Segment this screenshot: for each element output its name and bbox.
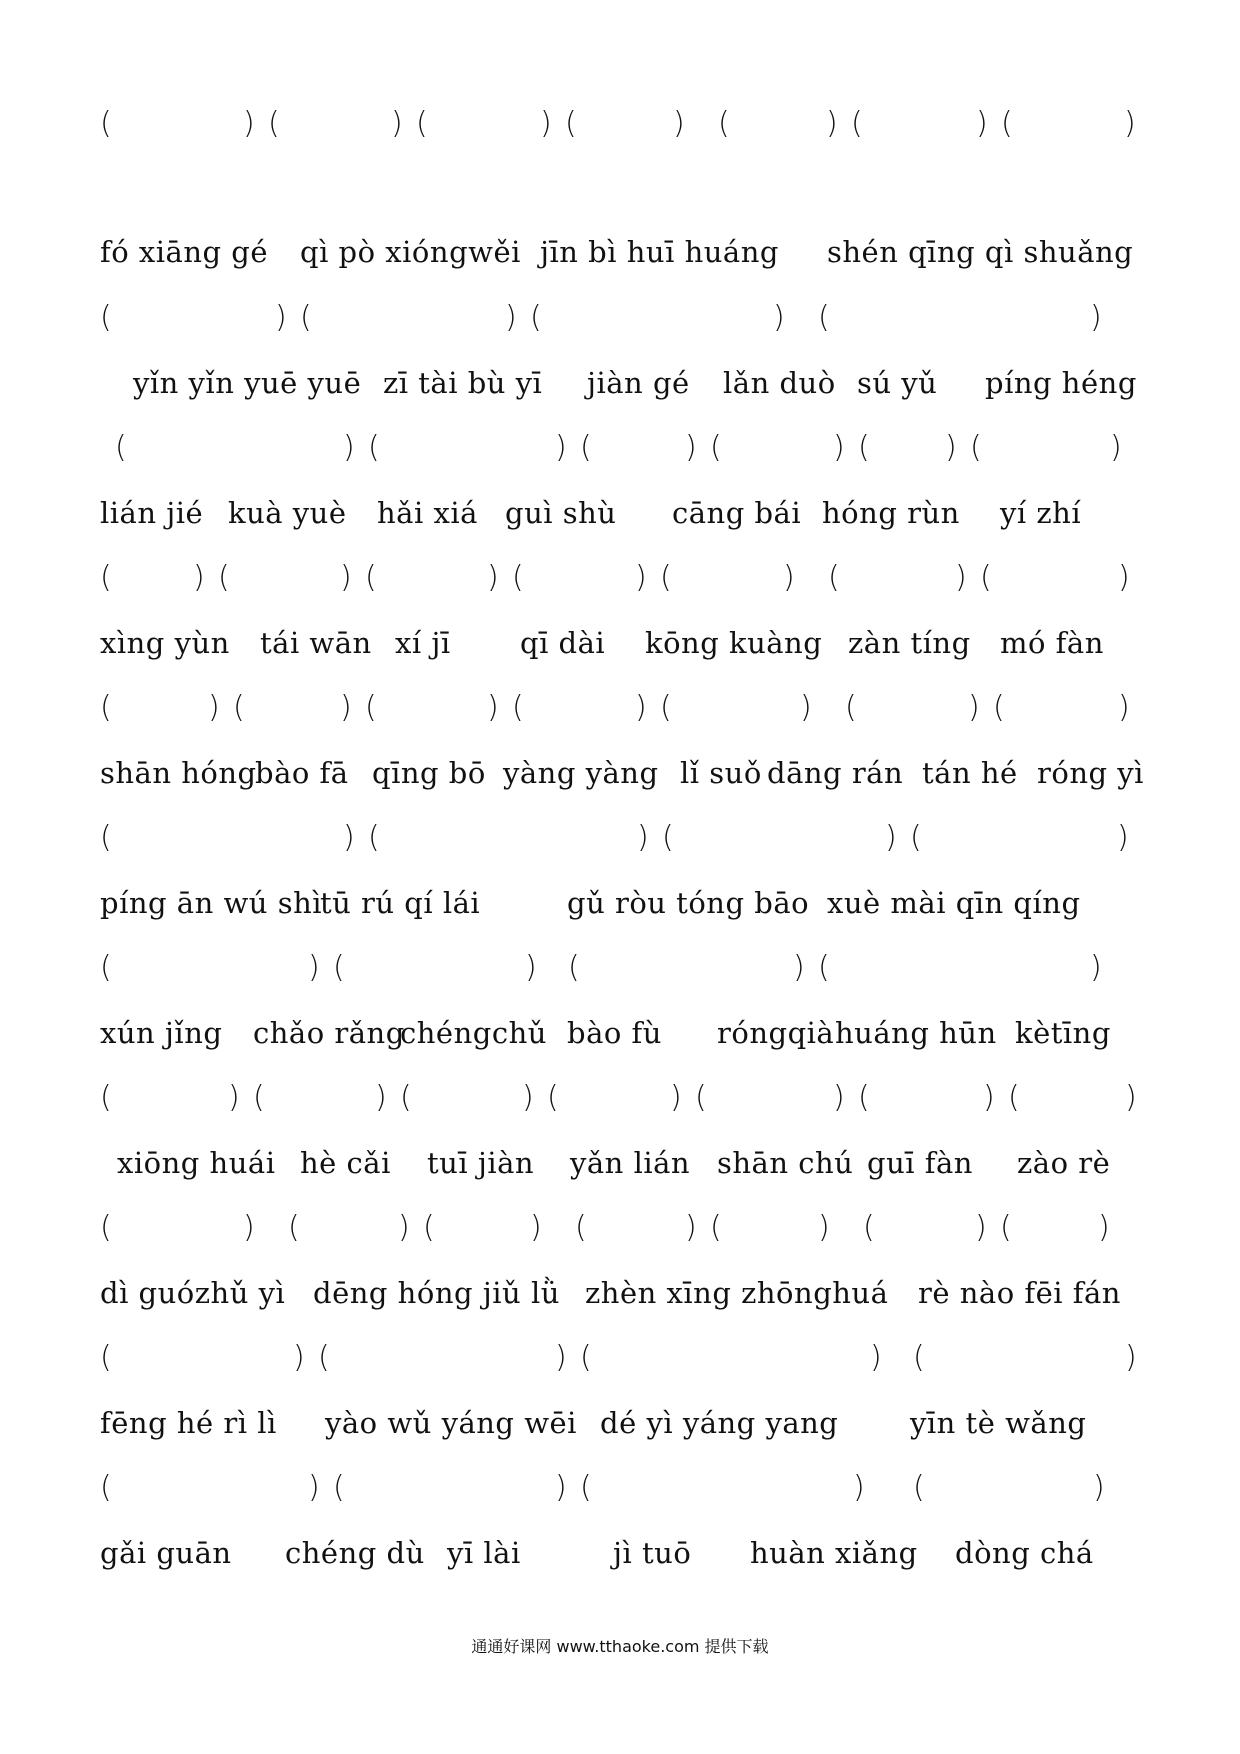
close-bracket: ) [975, 1210, 987, 1245]
pinyin-word: dì guózhǔ yì [100, 1276, 286, 1310]
close-bracket: ) [530, 1210, 542, 1245]
close-bracket: ) [525, 950, 537, 985]
close-bracket: ) [505, 300, 517, 335]
open-bracket: ( [100, 106, 112, 141]
close-bracket: ) [308, 950, 320, 985]
answer-brackets-row [0, 948, 1240, 988]
pinyin-word: dòng chá [955, 1536, 1094, 1570]
close-bracket: ) [870, 1340, 882, 1375]
pinyin-word: rè nào fēi fán [918, 1276, 1121, 1310]
open-bracket: ( [100, 1470, 112, 1505]
open-bracket: ( [530, 300, 542, 335]
open-bracket: ( [565, 106, 577, 141]
open-bracket: ( [710, 430, 722, 465]
close-bracket: ) [773, 300, 785, 335]
open-bracket: ( [818, 300, 830, 335]
close-bracket: ) [1118, 690, 1130, 725]
close-bracket: ) [243, 1210, 255, 1245]
pinyin-word: cāng bái [672, 496, 802, 530]
answer-brackets-row [0, 688, 1240, 728]
pinyin-word: shén qīng qì shuǎng [827, 235, 1134, 269]
close-bracket: ) [853, 1470, 865, 1505]
pinyin-row [0, 1533, 1240, 1573]
pinyin-word: dēng hóng jiǔ lǜ [313, 1276, 560, 1310]
close-bracket: ) [243, 106, 255, 141]
pinyin-word: yǎn lián [570, 1146, 691, 1180]
pinyin-row [0, 1403, 1240, 1443]
close-bracket: ) [635, 690, 647, 725]
open-bracket: ( [910, 820, 922, 855]
open-bracket: ( [416, 106, 428, 141]
open-bracket: ( [100, 1210, 112, 1245]
close-bracket: ) [340, 690, 352, 725]
open-bracket: ( [333, 950, 345, 985]
pinyin-word: xún jǐng [100, 1016, 223, 1050]
open-bracket: ( [100, 950, 112, 985]
close-bracket: ) [670, 1080, 682, 1115]
close-bracket: ) [793, 950, 805, 985]
close-bracket: ) [976, 106, 988, 141]
open-bracket: ( [512, 560, 524, 595]
close-bracket: ) [885, 820, 897, 855]
answer-brackets-row [0, 558, 1240, 598]
open-bracket: ( [858, 1080, 870, 1115]
pinyin-word: shān chú [717, 1146, 854, 1180]
open-bracket: ( [913, 1470, 925, 1505]
open-bracket: ( [828, 560, 840, 595]
answer-brackets-row [0, 1208, 1240, 1248]
open-bracket: ( [423, 1210, 435, 1245]
open-bracket: ( [368, 820, 380, 855]
open-bracket: ( [1008, 1080, 1020, 1115]
pinyin-word: jiàn gé [587, 366, 690, 400]
pinyin-word: mó fàn [1000, 626, 1104, 660]
pinyin-word: yǐn yǐn yuē yuē [133, 366, 362, 400]
open-bracket: ( [100, 300, 112, 335]
pinyin-word: zhèn xīng zhōnghuá [585, 1276, 889, 1310]
answer-brackets-row [0, 818, 1240, 858]
pinyin-row [0, 623, 1240, 663]
pinyin-word: róng yì [1037, 756, 1144, 790]
pinyin-row [0, 1273, 1240, 1313]
open-bracket: ( [288, 1210, 300, 1245]
close-bracket: ) [983, 1080, 995, 1115]
open-bracket: ( [218, 560, 230, 595]
pinyin-word: yí zhí [1000, 496, 1082, 530]
pinyin-word: dé yì yáng yang [600, 1406, 839, 1440]
close-bracket: ) [193, 560, 205, 595]
answer-brackets-row [0, 1468, 1240, 1508]
open-bracket: ( [300, 300, 312, 335]
pinyin-word: gǔ ròu tóng bāo [567, 886, 810, 920]
footer-credit: 通通好课网 www.tthaoke.com 提供下载 [471, 1637, 769, 1656]
open-bracket: ( [1001, 106, 1013, 141]
close-bracket: ) [343, 430, 355, 465]
close-bracket: ) [955, 560, 967, 595]
pinyin-word: píng ān wú shì [100, 886, 323, 920]
close-bracket: ) [783, 560, 795, 595]
pinyin-word: hè cǎi [300, 1146, 391, 1180]
pinyin-word: jì tuō [613, 1536, 692, 1570]
pinyin-word: zī tài bù yī [383, 366, 543, 400]
close-bracket: ) [228, 1080, 240, 1115]
answer-brackets-row [0, 428, 1240, 468]
open-bracket: ( [100, 820, 112, 855]
close-bracket: ) [1118, 560, 1130, 595]
close-bracket: ) [343, 820, 355, 855]
pinyin-row [0, 493, 1240, 533]
close-bracket: ) [800, 690, 812, 725]
pinyin-word: píng héng [985, 366, 1137, 400]
close-bracket: ) [826, 106, 838, 141]
pinyin-word: tái wān [260, 626, 372, 660]
pinyin-word: jīn bì huī huáng [540, 235, 779, 269]
pinyin-word: chéng dù [285, 1536, 425, 1570]
open-bracket: ( [253, 1080, 265, 1115]
open-bracket: ( [993, 690, 1005, 725]
close-bracket: ) [1090, 950, 1102, 985]
pinyin-word: gǎi guān [100, 1536, 232, 1570]
pinyin-word: hǎi xiá [377, 496, 478, 530]
close-bracket: ) [555, 1470, 567, 1505]
pinyin-word: xìng yùn [100, 626, 230, 660]
close-bracket: ) [818, 1210, 830, 1245]
pinyin-row [0, 363, 1240, 403]
close-bracket: ) [487, 690, 499, 725]
pinyin-row [0, 753, 1240, 793]
open-bracket: ( [660, 560, 672, 595]
close-bracket: ) [308, 1470, 320, 1505]
pinyin-word: qī dài [520, 626, 606, 660]
close-bracket: ) [375, 1080, 387, 1115]
close-bracket: ) [635, 560, 647, 595]
open-bracket: ( [718, 106, 730, 141]
close-bracket: ) [1098, 1210, 1110, 1245]
pinyin-word: tán hé [922, 756, 1018, 790]
answer-brackets-row [0, 104, 1240, 144]
pinyin-word: xí jī [395, 626, 451, 660]
open-bracket: ( [695, 1080, 707, 1115]
open-bracket: ( [863, 1210, 875, 1245]
open-bracket: ( [512, 690, 524, 725]
pinyin-word: fēng hé rì lì [100, 1406, 277, 1440]
close-bracket: ) [673, 106, 685, 141]
pinyin-row [0, 232, 1240, 272]
open-bracket: ( [580, 1340, 592, 1375]
pinyin-word: dāng rán [767, 756, 904, 790]
open-bracket: ( [980, 560, 992, 595]
close-bracket: ) [1093, 1470, 1105, 1505]
pinyin-word: lǐ suǒ [680, 756, 762, 790]
open-bracket: ( [662, 820, 674, 855]
pinyin-word: zàn tíng [848, 626, 971, 660]
open-bracket: ( [575, 1210, 587, 1245]
pinyin-word: huáng hūn [835, 1016, 997, 1050]
close-bracket: ) [1125, 1080, 1137, 1115]
close-bracket: ) [685, 430, 697, 465]
open-bracket: ( [100, 1080, 112, 1115]
close-bracket: ) [1124, 106, 1136, 141]
pinyin-word: shān hóng [100, 756, 257, 790]
close-bracket: ) [1110, 430, 1122, 465]
close-bracket: ) [487, 560, 499, 595]
open-bracket: ( [1000, 1210, 1012, 1245]
open-bracket: ( [913, 1340, 925, 1375]
close-bracket: ) [1117, 820, 1129, 855]
pinyin-word: fó xiāng gé [100, 235, 269, 269]
close-bracket: ) [945, 430, 957, 465]
pinyin-word: qì pò xióngwěi [300, 235, 521, 269]
open-bracket: ( [970, 430, 982, 465]
pinyin-word: bào fā [255, 756, 349, 790]
close-bracket: ) [833, 430, 845, 465]
pinyin-word: tū rú qí lái [320, 886, 481, 920]
pinyin-word: bào fù [567, 1016, 662, 1050]
pinyin-word: róngqià [717, 1016, 835, 1050]
open-bracket: ( [318, 1340, 330, 1375]
pinyin-word: guì shù [505, 496, 617, 530]
close-bracket: ) [208, 690, 220, 725]
pinyin-word: sú yǔ [857, 366, 938, 400]
close-bracket: ) [522, 1080, 534, 1115]
pinyin-word: yīn tè wǎng [910, 1406, 1087, 1440]
pinyin-word: chéngchǔ [400, 1016, 547, 1050]
close-bracket: ) [555, 430, 567, 465]
pinyin-word: hóng rùn [822, 496, 960, 530]
pinyin-word: huàn xiǎng [750, 1536, 918, 1570]
open-bracket: ( [400, 1080, 412, 1115]
open-bracket: ( [580, 430, 592, 465]
open-bracket: ( [580, 1470, 592, 1505]
open-bracket: ( [851, 106, 863, 141]
close-bracket: ) [391, 106, 403, 141]
pinyin-word: qīng bō [372, 756, 486, 790]
open-bracket: ( [660, 690, 672, 725]
open-bracket: ( [100, 1340, 112, 1375]
pinyin-word: lián jié [100, 496, 204, 530]
open-bracket: ( [365, 560, 377, 595]
open-bracket: ( [333, 1470, 345, 1505]
pinyin-row [0, 1143, 1240, 1183]
close-bracket: ) [968, 690, 980, 725]
pinyin-word: guī fàn [867, 1146, 973, 1180]
open-bracket: ( [710, 1210, 722, 1245]
close-bracket: ) [398, 1210, 410, 1245]
close-bracket: ) [685, 1210, 697, 1245]
open-bracket: ( [268, 106, 280, 141]
close-bracket: ) [540, 106, 552, 141]
answer-brackets-row [0, 1078, 1240, 1118]
close-bracket: ) [555, 1340, 567, 1375]
open-bracket: ( [568, 950, 580, 985]
pinyin-word: kōng kuàng [645, 626, 823, 660]
open-bracket: ( [858, 430, 870, 465]
open-bracket: ( [100, 560, 112, 595]
open-bracket: ( [818, 950, 830, 985]
pinyin-word: xiōng huái [117, 1146, 276, 1180]
pinyin-word: yàng yàng [503, 756, 659, 790]
close-bracket: ) [275, 300, 287, 335]
pinyin-word: tuī jiàn [427, 1146, 535, 1180]
open-bracket: ( [100, 690, 112, 725]
answer-brackets-row [0, 298, 1240, 338]
pinyin-word: zào rè [1017, 1146, 1111, 1180]
open-bracket: ( [547, 1080, 559, 1115]
pinyin-word: yī lài [447, 1536, 521, 1570]
close-bracket: ) [1090, 300, 1102, 335]
close-bracket: ) [833, 1080, 845, 1115]
answer-brackets-row [0, 1338, 1240, 1378]
pinyin-word: lǎn duò [723, 366, 836, 400]
open-bracket: ( [845, 690, 857, 725]
open-bracket: ( [233, 690, 245, 725]
pinyin-word: kuà yuè [228, 496, 347, 530]
pinyin-word: chǎo rǎng [253, 1016, 405, 1050]
close-bracket: ) [340, 560, 352, 595]
pinyin-row [0, 883, 1240, 923]
pinyin-row [0, 1013, 1240, 1053]
close-bracket: ) [637, 820, 649, 855]
open-bracket: ( [365, 690, 377, 725]
pinyin-word: kètīng [1015, 1016, 1111, 1050]
open-bracket: ( [115, 430, 127, 465]
close-bracket: ) [293, 1340, 305, 1375]
close-bracket: ) [1125, 1340, 1137, 1375]
open-bracket: ( [368, 430, 380, 465]
pinyin-word: yào wǔ yáng wēi [325, 1406, 577, 1440]
pinyin-word: xuè mài qīn qíng [827, 886, 1081, 920]
